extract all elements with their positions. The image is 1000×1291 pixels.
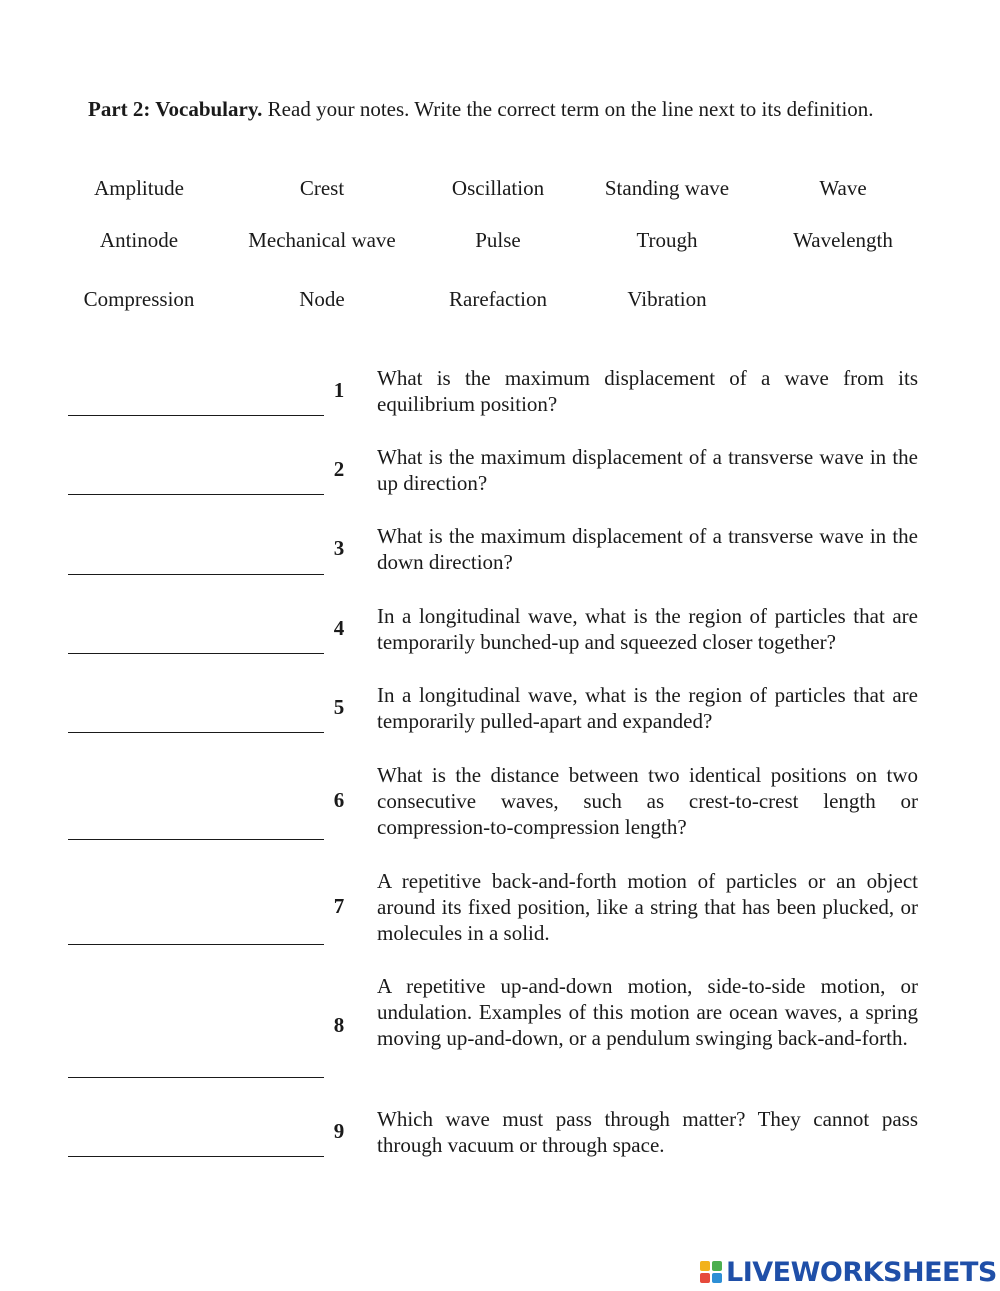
word-bank-item: Wave xyxy=(819,176,867,200)
word-bank-item: Rarefaction xyxy=(449,287,547,311)
question-number: 4 xyxy=(333,616,345,640)
answer-line-8[interactable] xyxy=(68,1077,324,1078)
question-text: In a longitudinal wave, what is the region of particles that are temporarily bunched-up and squeezed closer together? xyxy=(377,604,918,654)
word-bank-item: Node xyxy=(299,287,345,311)
word-bank-item: Standing wave xyxy=(604,176,730,200)
question-number: 9 xyxy=(333,1119,345,1143)
liveworksheets-logo-icon xyxy=(700,1261,722,1283)
answer-line-7[interactable] xyxy=(68,944,324,945)
word-bank-item: Trough xyxy=(636,228,698,252)
answer-line-6[interactable] xyxy=(68,839,324,840)
word-bank-item: Pulse xyxy=(475,228,521,252)
question-number: 8 xyxy=(333,1013,345,1037)
word-bank-item: Antinode xyxy=(99,228,179,252)
word-bank-item: Amplitude xyxy=(94,176,184,200)
question-text: A repetitive up-and-down motion, side-to-side motion, or undulation. Examples of this motion are ocean waves, a spring moving up-and-down, or a pendulum swinging back-and-forth. xyxy=(377,974,918,1050)
question-number: 2 xyxy=(333,457,345,481)
word-bank-item: Wavelength xyxy=(793,228,893,252)
question-number: 1 xyxy=(333,378,345,402)
question-number: 5 xyxy=(333,695,345,719)
answer-line-2[interactable] xyxy=(68,494,324,495)
question-text: What is the maximum displacement of a transverse wave in the down direction? xyxy=(377,524,918,574)
question-text: What is the distance between two identical positions on two consecutive waves, such as crest-to-crest length or compression-to-compression length? xyxy=(377,763,918,839)
word-bank-item: Vibration xyxy=(627,287,707,311)
question-text: Which wave must pass through matter? They cannot pass through vacuum or through space. xyxy=(377,1107,918,1157)
answer-line-1[interactable] xyxy=(68,415,324,416)
word-bank-item: Oscillation xyxy=(451,176,545,200)
brand-name: LIVEWORKSHEETS xyxy=(726,1256,997,1288)
word-bank-item: Compression xyxy=(83,287,195,311)
answer-line-3[interactable] xyxy=(68,574,324,575)
instructions-text: Read your notes. Write the correct term on the line next to its definition. xyxy=(262,97,874,121)
question-text: What is the maximum displacement of a wave from its equilibrium position? xyxy=(377,366,918,416)
question-text: A repetitive back-and-forth motion of particles or an object around its fixed position, like a string that has been plucked, or molecules in a solid. xyxy=(377,869,918,945)
question-number: 7 xyxy=(333,894,345,918)
answer-line-9[interactable] xyxy=(68,1156,324,1157)
question-text: In a longitudinal wave, what is the region of particles that are temporarily pulled-apart and expanded? xyxy=(377,683,918,733)
liveworksheets-brand[interactable] xyxy=(700,1257,997,1287)
answer-line-4[interactable] xyxy=(68,653,324,654)
word-bank-item: Crest xyxy=(299,176,345,200)
word-bank-item: Mechanical wave xyxy=(248,228,396,252)
question-number: 6 xyxy=(333,788,345,812)
answer-line-5[interactable] xyxy=(68,732,324,733)
instructions-heading: Part 2: Vocabulary. xyxy=(88,97,263,121)
question-number: 3 xyxy=(333,536,345,560)
instructions xyxy=(88,96,888,122)
question-text: What is the maximum displacement of a transverse wave in the up direction? xyxy=(377,445,918,495)
